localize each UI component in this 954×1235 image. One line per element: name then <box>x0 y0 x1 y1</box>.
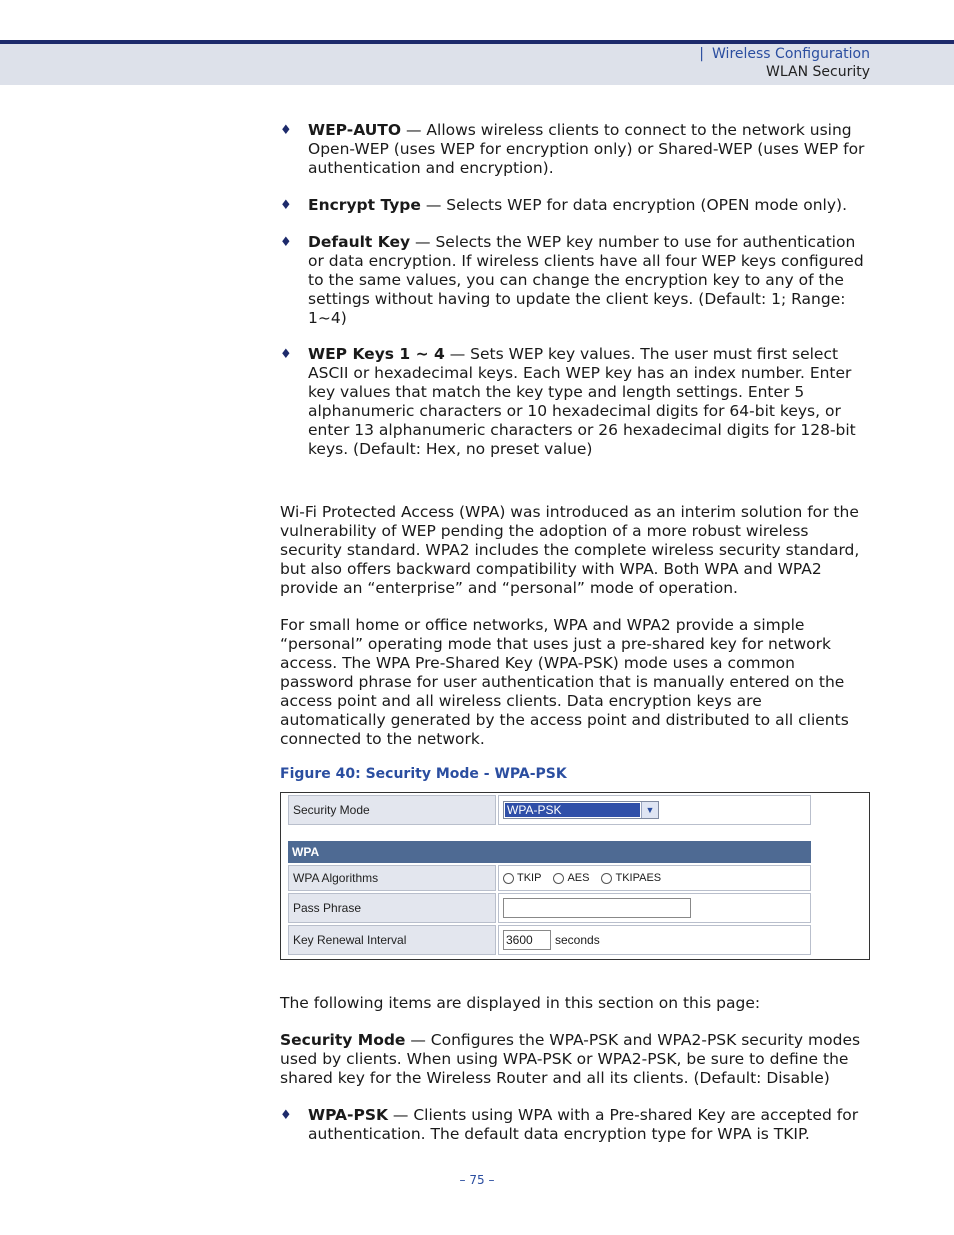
figure-caption: Figure 40: Security Mode - WPA-PSK <box>280 766 567 782</box>
page-number: – 75 – <box>459 1173 495 1187</box>
header-separator: | <box>699 46 705 62</box>
radio-button-icon[interactable] <box>601 873 612 884</box>
key-renewal-label: Key Renewal Interval <box>288 925 496 955</box>
radio-button-icon[interactable] <box>503 873 514 884</box>
diamond-bullet-icon: ♦ <box>280 1108 292 1123</box>
bullet-term: WEP Keys 1 ~ 4 <box>308 345 445 363</box>
security-mode-select[interactable] <box>503 801 659 819</box>
bullet-term: WEP-AUTO <box>308 121 402 139</box>
diamond-bullet-icon: ♦ <box>280 235 292 250</box>
radio-label: TKIP <box>517 871 542 884</box>
paragraph-wpa-intro: Wi-Fi Protected Access (WPA) was introduced as an interim solution for the vulnerability of WEP pending the adoption of a more robust wireless security standard. WPA2 includes the complete wireless security standard, but also offers backward compatibility with WPA. Both WPA and WPA2 provide an “enterprise” and “personal” mode of operation. <box>280 503 860 597</box>
chevron-down-icon[interactable]: ▼ <box>641 802 658 818</box>
bullet-encrypt-type <box>280 196 870 215</box>
key-renewal-unit: seconds <box>555 933 600 947</box>
description-term: Security Mode <box>280 1031 406 1049</box>
bullet-text: — Sets WEP key values. The user must first select ASCII or hexadecimal keys. Each WEP key has an index number. Enter key values that match the key type and length settings. Enter 5 alphanumeric characters or 10 hexadecimal digits for 64-bit keys, or enter 13 alphanumeric characters or 26 hexadecimal digits for 128-bit keys. (Default: Hex, no preset value) <box>308 345 856 458</box>
radio-button-icon[interactable] <box>553 873 564 884</box>
diamond-bullet-icon: ♦ <box>280 198 292 213</box>
bullet-wep-keys <box>280 345 870 459</box>
header-section-title: Wireless Configuration <box>712 46 870 62</box>
bullet-default-key <box>280 233 870 328</box>
security-mode-figure <box>280 792 870 960</box>
pass-phrase-cell <box>498 893 811 923</box>
security-mode-cell <box>498 795 811 825</box>
radio-tkip[interactable] <box>503 869 541 888</box>
diamond-bullet-icon: ♦ <box>280 123 292 138</box>
pass-phrase-input[interactable] <box>503 898 691 918</box>
bullet-wep-auto <box>280 121 870 178</box>
paragraph-items-intro: The following items are displayed in this section on this page: <box>280 994 761 1012</box>
bullet-text: — Selects the WEP key number to use for authentication or data encryption. If wireless clients have all four WEP keys configured to the same values, you can change the encryption key to any of the settings without having to update the client keys. (Default: 1; Range: 1~4) <box>308 233 864 327</box>
diamond-bullet-icon: ♦ <box>280 347 292 362</box>
header-subsection: WLAN Security <box>766 64 870 80</box>
bullet-text: — Allows wireless clients to connect to the network using Open-WEP (uses WEP for encryption only) or Shared-WEP (uses WEP for authentication and encryption). <box>308 121 865 177</box>
radio-tkipaes[interactable] <box>601 869 661 888</box>
radio-aes[interactable] <box>553 869 589 888</box>
wpa-algorithms-label: WPA Algorithms <box>288 865 496 891</box>
bullet-term: Encrypt Type <box>308 196 421 214</box>
header-section <box>699 46 870 62</box>
security-mode-description <box>280 1031 870 1088</box>
bullet-text: — Clients using WPA with a Pre-shared Key are accepted for authentication. The default data encryption type for WPA is TKIP. <box>308 1106 859 1143</box>
wpa-algorithms-cell <box>498 865 811 891</box>
bullet-term: WPA-PSK <box>308 1106 388 1124</box>
pass-phrase-label: Pass Phrase <box>288 893 496 923</box>
key-renewal-input[interactable]: 3600 <box>503 930 551 950</box>
bullet-wpa-psk <box>280 1106 870 1144</box>
radio-label: TKIPAES <box>615 871 662 884</box>
bullet-term: Default Key <box>308 233 411 251</box>
wpa-section-header: WPA <box>288 841 811 863</box>
key-renewal-cell <box>498 925 811 955</box>
bullet-text: — Selects WEP for data encryption (OPEN mode only). <box>420 196 847 214</box>
radio-label: AES <box>567 871 590 884</box>
description-text: — Configures the WPA-PSK and WPA2-PSK security modes used by clients. When using WPA-PSK or WPA2-PSK, be sure to define the shared key for the Wireless Router and all its clients. (Default: Disable) <box>280 1031 861 1087</box>
security-mode-label: Security Mode <box>288 795 496 825</box>
security-mode-value: WPA-PSK <box>505 803 640 817</box>
paragraph-wpa-personal: For small home or office networks, WPA and WPA2 provide a simple “personal” operating mode that uses just a pre-shared key for network access. The WPA Pre-Shared Key (WPA-PSK) mode uses a common password phrase for user authentication that is manually entered on the access point and all wireless clients. Data encryption keys are automatically generated by the access point and distributed to all clients connected to the network. <box>280 616 849 748</box>
